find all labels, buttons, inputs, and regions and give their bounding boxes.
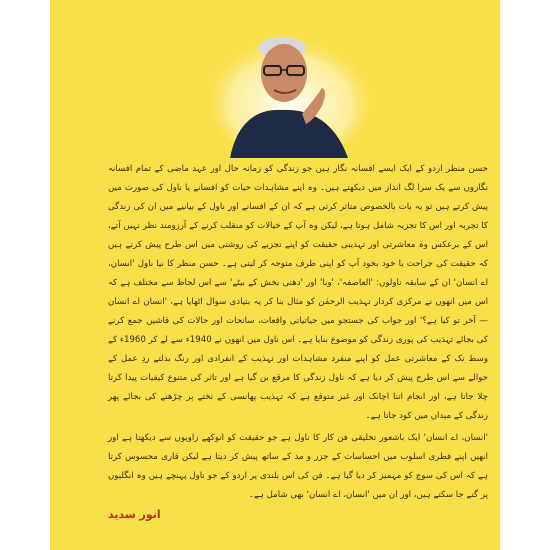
review-text <box>108 160 488 508</box>
book-back-cover <box>50 0 500 550</box>
reviewer-signature: انور سدید <box>108 508 161 521</box>
review-paragraph-1: حسن منظر اردو کے ایک ایسے افسانہ نگار ہیں جو زندگی کو زمانہ حال اور عہد ماضی کے تمام افسانہ نگاروں سے یک سرا لگ انداز میں دیکھتے ہیں۔ وہ اپنے مشاہدات حیات کو افسانے یا ناول کی صورت میں پیش کرتے ہیں تو یہ بات بالخصوص متاثر کرتی ہے کہ ان کے افسانے اور ناول کے بیانیے میں ان کی زندگی کا تجربہ اور اس کا تجزیہ شامل ہوتا ہے، لیکن وہ آپ کے خیالات کو منقلب کرنے کے آرزومند نظر نہیں آتے، اس کے برعکس وہ معاشرتی اور تہذیبی حقیقت کو اپنے تجزیے کی روشنی میں اس طرح پیش کرتے ہیں کہ حقیقت کی جراحت یا خود بخود آپ کو اپنی طرف متوجہ کر لیتی ہے۔ حسن منظر کا نیا ناول 'انسان، اے انسان' ان کے سابقہ ناولوں: 'العاصفہ'، 'وبا' اور 'دھنی بخش کے بیٹے' سے اس لحاظ سے مختلف ہے کہ اس میں انھوں نے مرکزی کردار تہذیب الرحمٰن کو مثال بنا کر یہ بنیادی سوال اٹھایا ہے، 'انسان اے انسان — آخر تو کیا ہے؟' اور جواب کی جستجو میں حیاتیاتی واقعات، سانحات اور حالات کی قاشیں جمع کرنے کی بجائے تہذیب کی پوری زندگی کو موضوع بنایا ہے۔ اس ناول میں انھوں نے 1940ء سے لے کر 1960ء کے وسط تک کے معاشرتی عمل کو اپنے منفرد مشاہدات اور تہذیب کے انفرادی اور رنگ بدلتے ردِ عمل کے حوالے سے اس طرح پیش کر دیا ہے کہ ناول زندگی کا مرقع بن گیا ہے اور تاثر کی متنوع کیفیات پیدا کرتا چلا جاتا ہے، اور انجام اتنا اچانک اور غیر متوقع ہے کہ تہذیب پھانسی کے تختے پر چڑھنے کی بجائے پھر زندگی کے میدان میں کود جاتا ہے۔ <box>108 164 488 421</box>
author-portrait-icon <box>210 28 370 158</box>
review-paragraph-2: 'انسان، اے انسان' ایک باشعور تخلیقی فن کار کا ناول ہے جو حقیقت کو انوکھے زاویوں سے دیکھتا ہے اور انھیں اپنے فطری اسلوب میں احساسات کے جزر و مد کے ساتھ پیش کر دیتا ہے لیکن قاری محسوس کرتا ہے کہ اس کی سوچ کو مہمیز کر دیا گیا ہے۔ فن کی اس بلندی پر اردو کے جو ناول پہنچے ہیں وہ انگلیوں پر گنے جا سکتے ہیں، اور ان میں 'انسان، اے انسان' بھی شامل ہے۔ <box>108 433 488 500</box>
